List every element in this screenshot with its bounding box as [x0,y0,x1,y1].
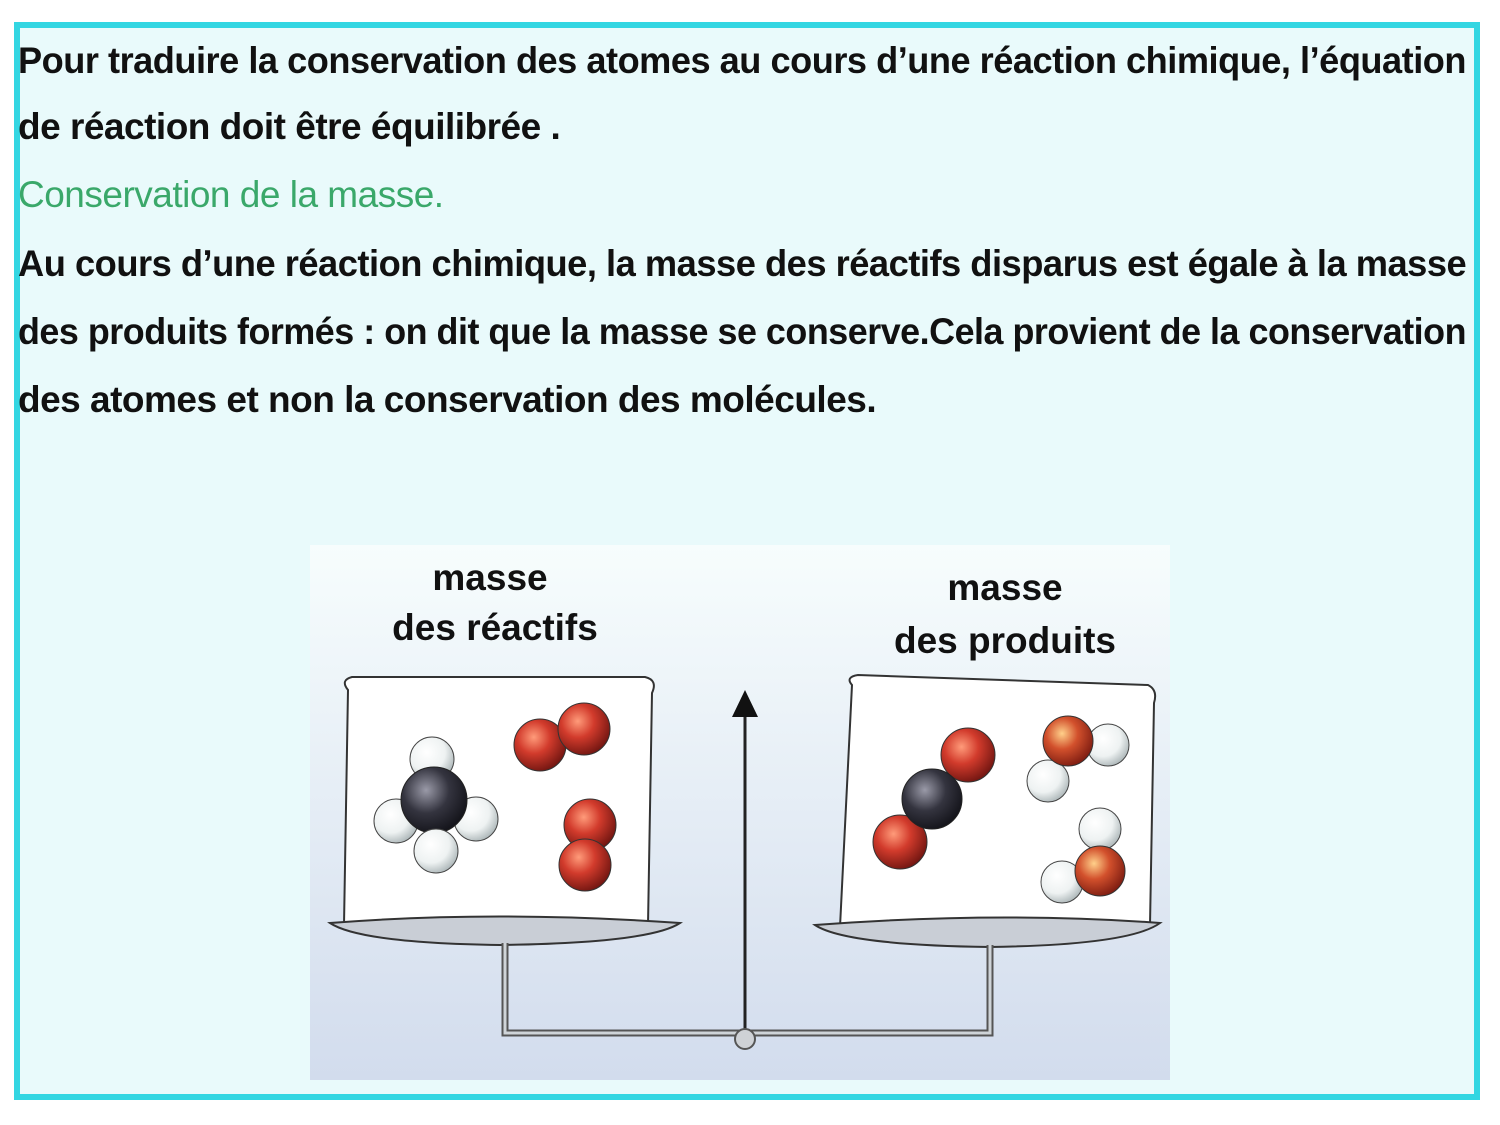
body-line-2: des produits formés : on dit que la masse se conserve.Cela provient de la conservation [18,311,1467,352]
section-title: Conservation de la masse. [18,174,444,215]
balance-diagram [300,545,1170,1080]
background-texture [1020,98,1030,140]
intro-line-2: de réaction doit être équilibrée . [18,106,561,147]
body-line-1: Au cours d’une réaction chimique, la masse des réactifs disparus est égale à la masse [18,243,1467,284]
body-line-3: des atomes et non la conservation des molécules. [18,379,877,420]
mass-balance-figure [300,545,1170,1080]
intro-line-1: Pour traduire la conservation des atomes au cours d’une réaction chimique, l’équation [18,40,1467,81]
left-label-line1: masse [432,557,548,598]
right-label-line2: des produits [893,620,1117,661]
right-label-line1: masse [947,567,1063,608]
balance-pivot [735,1029,755,1049]
left-label-line2: des réactifs [392,607,598,648]
